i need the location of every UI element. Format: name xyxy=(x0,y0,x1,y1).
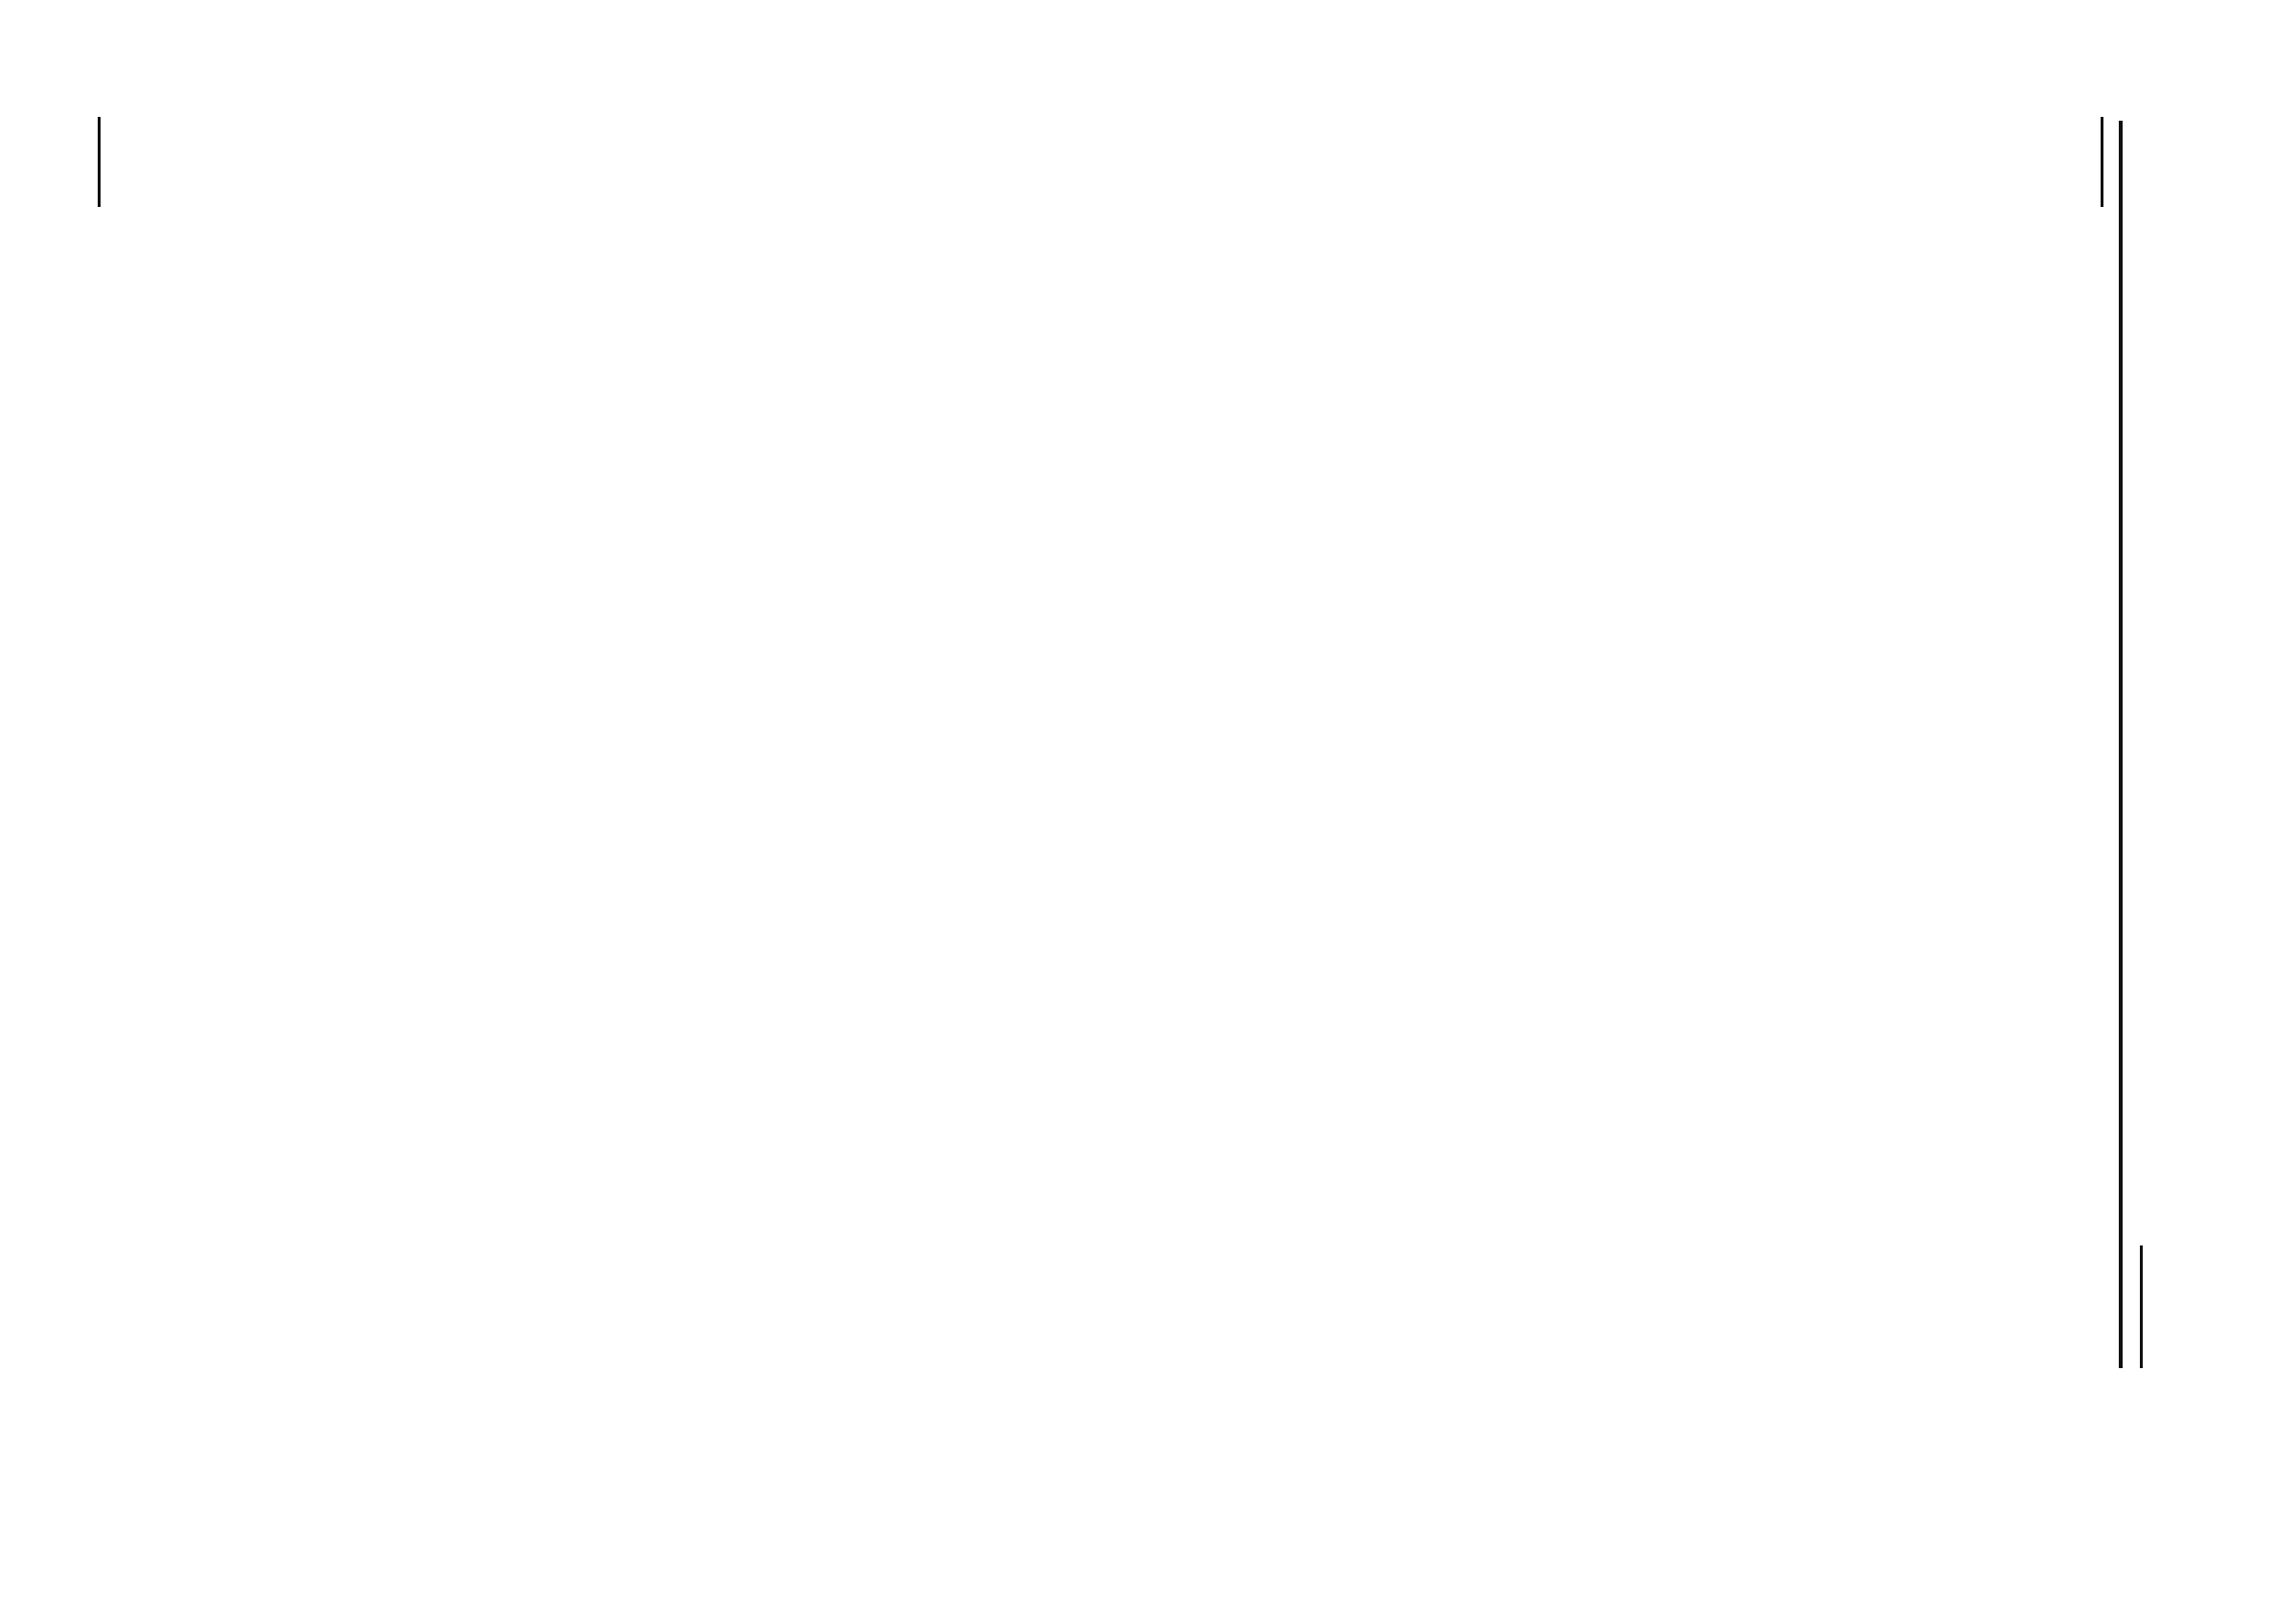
right-margin-rule xyxy=(2119,121,2123,1368)
table-title-block xyxy=(98,117,2103,207)
document-code xyxy=(2094,1245,2218,1370)
document-sheet xyxy=(98,117,2103,207)
page-number xyxy=(10,1303,67,1380)
